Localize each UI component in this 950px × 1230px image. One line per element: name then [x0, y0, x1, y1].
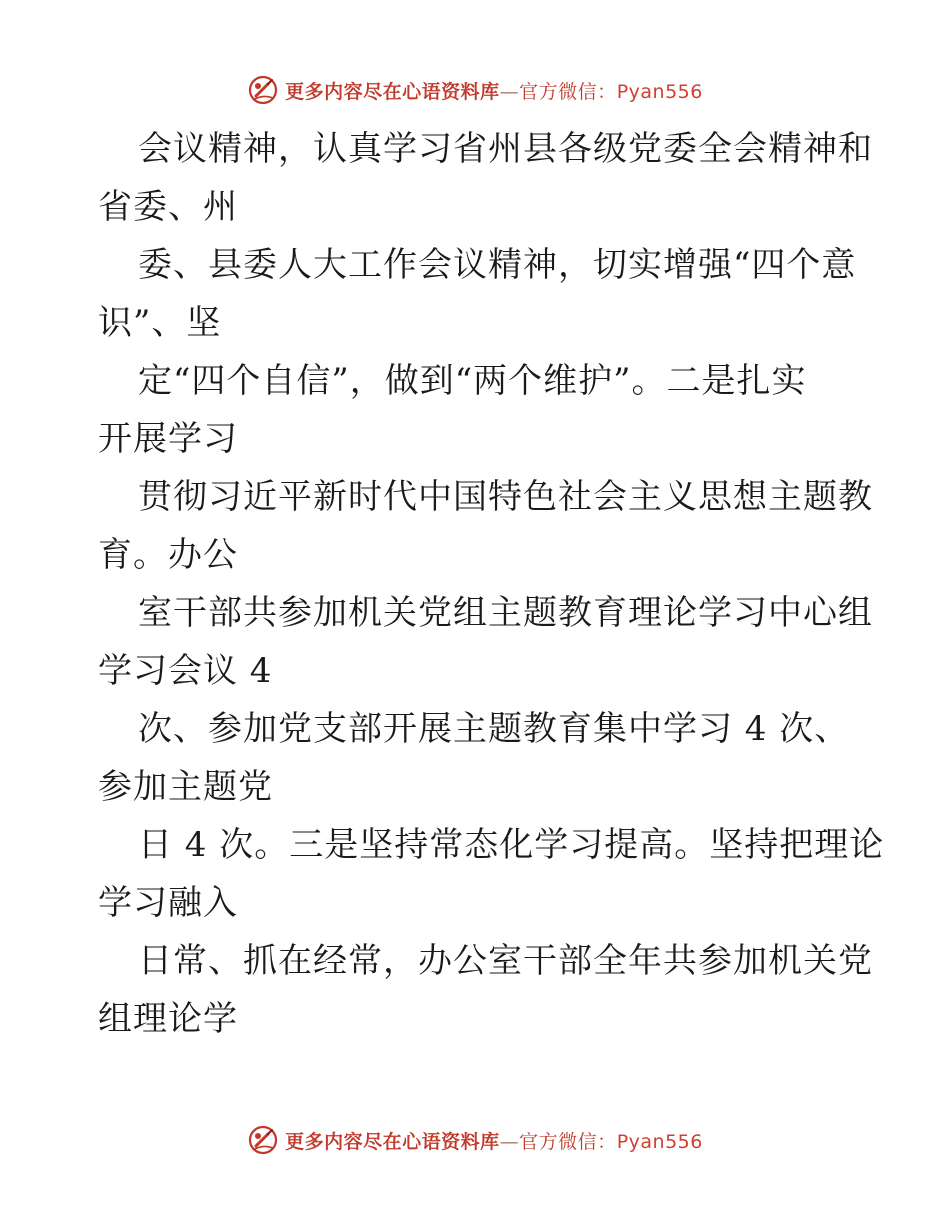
- text-line-8: 育。办公: [98, 535, 238, 575]
- text-line-9: 室干部共参加机关党组主题教育理论学习中心组: [138, 593, 873, 633]
- header-banner-label: 官方微信：: [519, 80, 617, 103]
- text-line-2: 省委、州: [98, 187, 238, 227]
- text-line-4: 识”、坚: [98, 303, 222, 343]
- body-text: [98, 120, 885, 1048]
- text-line-10: 学习会议 4: [98, 651, 273, 691]
- footer-banner: [0, 1122, 950, 1158]
- text-line-16: 组理论学: [98, 999, 238, 1039]
- header-banner-main: 更多内容尽在心语资料库: [285, 80, 500, 103]
- header-banner-text: [285, 77, 703, 104]
- footer-banner-id: Pyan556: [616, 1130, 703, 1153]
- footer-banner-dash: —: [499, 1130, 520, 1153]
- text-line-3: 委、县委人大工作会议精神，切实增强“四个意: [138, 245, 857, 285]
- text-line-6: 开展学习: [98, 419, 238, 459]
- header-banner-dash: —: [499, 80, 520, 103]
- text-line-12: 参加主题党: [98, 767, 273, 807]
- footer-banner-label: 官方微信：: [519, 1130, 617, 1153]
- header-banner: [0, 72, 950, 108]
- footer-banner-text: [285, 1127, 703, 1154]
- header-banner-id: Pyan556: [616, 80, 703, 103]
- text-line-7: 贯彻习近平新时代中国特色社会主义思想主题教: [138, 477, 873, 517]
- footer-banner-main: 更多内容尽在心语资料库: [285, 1130, 500, 1153]
- text-line-5: 定“四个自信”，做到“两个维护”。二是扎实: [138, 361, 807, 401]
- brand-logo-icon: [247, 74, 279, 106]
- brand-logo-icon: [247, 1124, 279, 1156]
- text-line-15: 日常、抓在经常，办公室干部全年共参加机关党: [138, 941, 873, 981]
- text-line-13: 日 4 次。三是坚持常态化学习提高。坚持把理论: [138, 825, 885, 865]
- text-line-1: 会议精神，认真学习省州县各级党委全会精神和: [138, 129, 873, 169]
- text-line-11: 次、参加党支部开展主题教育集中学习 4 次、: [138, 709, 850, 749]
- text-line-14: 学习融入: [98, 883, 238, 923]
